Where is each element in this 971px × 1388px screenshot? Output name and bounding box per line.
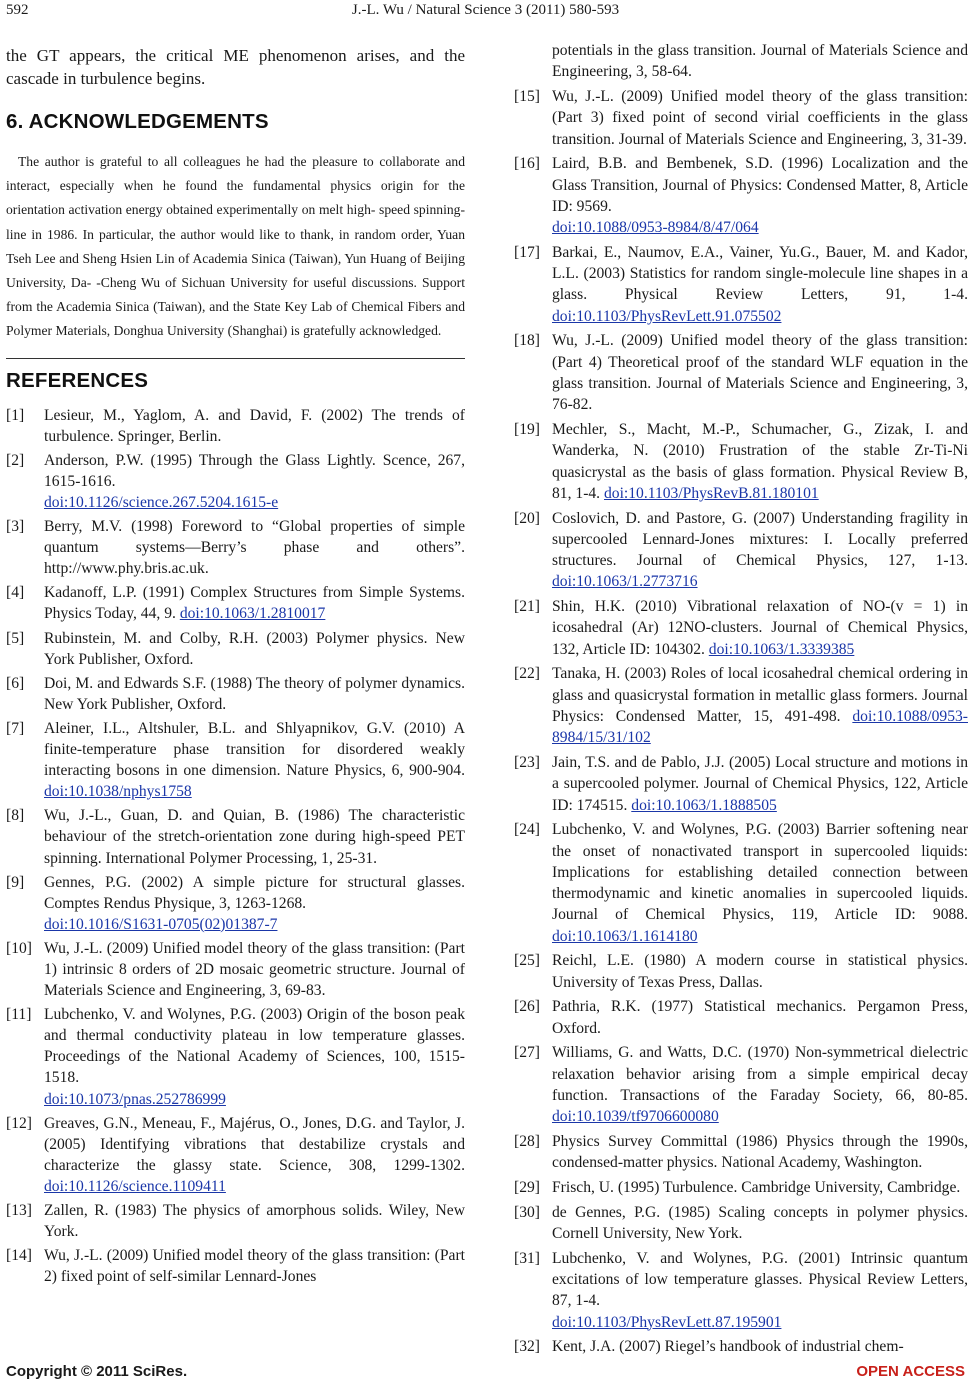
reference-text: Tanaka, H. (2003) Roles of local icosahedral chemical ordering in glass and quasicrystal formation in metallic glass formers. Journal Physics: Condensed Matter, 15, 491-498. [552, 665, 968, 726]
reference-number: [16] [514, 155, 540, 173]
doi-link[interactable]: doi:10.1016/S1631-0705(02)01387-7 [44, 915, 278, 933]
reference-text: Doi, M. and Edwards S.F. (1988) The theory of polymer dynamics. New York Publisher, Oxford. [44, 674, 465, 713]
reference-item [514, 596, 968, 660]
reference-text: Wu, J.-L. (2009) Unified model theory of the glass transition: (Part 1) intrinsic 8 orders of 2D mosaic geometric structure. Journal of Materials Science and Engineering, 3, 69-83. [44, 939, 465, 1000]
reference-text: Barkai, E., Naumov, E.A., Vainer, Yu.G., Bauer, M. and Kador, L.L. (2003) Statistics for random single-molecule line shapes in a glass. Physical Review Letters, 91, 1-4. [552, 243, 968, 304]
reference-item [514, 1177, 968, 1198]
references-heading: REFERENCES [6, 368, 149, 392]
reference-text: Berry, M.V. (1998) Foreword to “Global properties of simple quantum systems—Berry’s phase and others”. http://www.phy.bris.ac.uk. [44, 518, 465, 578]
section-divider [6, 358, 465, 359]
reference-text: Coslovich, D. and Pastore, G. (2007) Understanding fragility in supercooled Lennard-Jones mixtures: I. Locally preferred structures. Journal of Chemical Physics, 127, 1-13. [552, 509, 968, 570]
reference-list-left [6, 405, 465, 1288]
reference-item [514, 819, 968, 947]
reference-item [514, 508, 968, 593]
reference-number: [31] [514, 1249, 540, 1267]
reference-number: [11] [6, 1006, 32, 1024]
reference-item [514, 752, 968, 816]
reference-number: [8] [6, 807, 25, 825]
reference-text: Rubinstein, M. and Colby, R.H. (2003) Polymer physics. New York Publisher, Oxford. [44, 629, 465, 668]
reference-number: [13] [6, 1202, 32, 1219]
reference-text: Mechler, S., Macht, M.-P., Schumacher, G., Zizak, I. and Wanderka, N. (2010) Frustration of the stable Zr-Ti-Ni quasicrystal as the basis of glass formation. Physical Review B, 81, 1-4. [552, 421, 968, 502]
reference-number: [29] [514, 1179, 540, 1196]
reference-text: potentials in the glass transition. Journal of Materials Science and Engineering, 3, 58-64. [552, 42, 968, 81]
doi-link[interactable]: doi:10.1063/1.3339385 [708, 640, 855, 658]
reference-item [6, 628, 465, 670]
reference-text: Kent, J.A. (2007) Riegel’s handbook of industrial chem- [552, 1338, 904, 1356]
reference-item [514, 1042, 968, 1127]
reference-number: [19] [514, 421, 540, 438]
doi-link[interactable]: doi:10.1063/1.2810017 [179, 605, 326, 623]
reference-number: [23] [514, 754, 540, 772]
reference-number: [17] [514, 243, 540, 261]
doi-link[interactable]: doi:10.1088/0953-8984/8/47/064 [552, 219, 759, 237]
reference-text: Lubchenko, V. and Wolynes, P.G. (2001) Intrinsic quantum excitations of low temperature glasses. Physical Review Letters, 87, 1-4. [552, 1249, 968, 1310]
doi-link[interactable]: doi:10.1063/1.1614180 [552, 927, 698, 945]
reference-number: [15] [514, 87, 540, 105]
reference-item [6, 582, 465, 624]
reference-text: Lubchenko, V. and Wolynes, P.G. (2003) Barrier softening near the onset of nonactivated transport in supercooled liquids: Implications for establishing detailed connection between thermodynamic and kinetic anomalies in supercooled liquids. Journal of Chemical Physics, 119, Article ID: 9088. [552, 821, 968, 924]
reference-text: Wu, J.-L. (2009) Unified model theory of the glass transition: (Part 2) fixed point of self-similar Lennard-Jones [44, 1247, 465, 1286]
reference-text: Lesieur, M., Yaglom, A. and David, F. (2002) The trends of turbulence. Springer, Berlin. [44, 406, 465, 445]
reference-number: [6] [6, 674, 25, 692]
open-access-badge: OPEN ACCESS [856, 1363, 965, 1380]
reference-text: Pathria, R.K. (1977) Statistical mechanics. Pergamon Press, Oxford. [552, 998, 968, 1037]
doi-link[interactable]: doi:10.1126/science.1109411 [44, 1177, 226, 1195]
reference-number: [27] [514, 1044, 540, 1062]
reference-number: [10] [6, 939, 32, 957]
reference-text: Shin, H.K. (2010) Vibrational relaxation of NO-(v = 1) in icosahedral (Ar) 12NO-clusters. Journal of Chemical Physics, 132, Article ID: 104302. [552, 598, 968, 658]
reference-item [514, 419, 968, 504]
reference-item [6, 516, 465, 579]
reference-item [514, 40, 968, 83]
reference-item [514, 330, 968, 415]
doi-link[interactable]: doi:10.1103/PhysRevB.81.180101 [603, 484, 819, 502]
reference-item [6, 405, 465, 447]
reference-number: [4] [6, 584, 25, 602]
reference-number: [25] [514, 952, 540, 970]
reference-text: Aleiner, I.L., Altshuler, B.L. and Shlyapnikov, G.V. (2010) A finite-temperature phase transition for disordered weakly interacting bosons in one dimension. Nature Physics, 6, 900-904. [44, 719, 465, 780]
reference-item [6, 1200, 465, 1242]
reference-item [514, 86, 968, 150]
reference-item [6, 450, 465, 513]
doi-link[interactable]: doi:10.1103/PhysRevLett.87.195901 [552, 1313, 782, 1331]
copyright-footer: Copyright © 2011 SciRes. [6, 1363, 188, 1380]
doi-link[interactable]: doi:10.1063/1.1888505 [631, 796, 777, 814]
doi-link[interactable]: doi:10.1038/nphys1758 [44, 783, 192, 801]
reference-number: [2] [6, 451, 25, 469]
reference-item [6, 718, 465, 802]
reference-item [514, 1202, 968, 1245]
intro-paragraph: the GT appears, the critical ME phenomenon arises, and the cascade in turbulence begins. [6, 46, 465, 88]
reference-item [6, 1113, 465, 1197]
reference-text: Reichl, L.E. (1980) A modern course in statistical physics. University of Texas Press, Dallas. [552, 952, 968, 991]
reference-text: Laird, B.B. and Bembenek, S.D. (1996) Localization and the Glass Transition, Journal of Physics: Condensed Matter, 8, Article ID: 9569. [552, 155, 968, 215]
reference-text: Zallen, R. (1983) The physics of amorphous solids. Wiley, New York. [44, 1202, 465, 1241]
page-number: 592 [6, 2, 29, 18]
reference-text: Wu, J.-L., Guan, D. and Quian, B. (1986) The characteristic behaviour of the stretch-orientation zone during high-speed PET spinning. International Polymer Processing, 1, 25-31. [44, 807, 465, 867]
reference-number: [7] [6, 719, 25, 737]
reference-text: Wu, J.-L. (2009) Unified model theory of the glass transition: (Part 4) Theoretical proof of the standard WLF equation in the glass transition. Journal of Materials Science and Engineering, 3, 76-82. [552, 332, 968, 414]
reference-number: [1] [6, 406, 25, 424]
doi-link[interactable]: doi:10.1088/0953-8984/15/31/102 [552, 708, 968, 747]
left-column [6, 44, 465, 1290]
acknowledgements-body: The author is grateful to all colleagues he had the pleasure to collaborate and interact, especially when he found the fundamental physics origin for the orientation activation energy obtained experimentally on melt high- speed spinning-line in 1986. In particular, the author would like to thank, in random order, Yuan Tseh Lee and Sheng Hsien Lin of Academia Sinica (Taiwan), Yun Huang of Beijing University, Da- -Cheng Wu of Sichuan University for useful discussions. Support from the Academia Sinica (Taiwan), and the State Key Lab of Chemical Fibers and Polymer Materials, Donghua University (Shanghai) is gratefully acknowledged. [6, 154, 465, 339]
reference-item [514, 153, 968, 238]
reference-item [514, 950, 968, 993]
doi-link[interactable]: doi:10.1039/tf9706600080 [552, 1108, 719, 1126]
reference-list-right [514, 40, 968, 1358]
reference-item [514, 996, 968, 1039]
right-column [514, 40, 968, 1361]
reference-text: Greaves, G.N., Meneau, F., Majérus, O., Jones, D.G. and Taylor, J. (2005) Identifying vibrations that destabilize crystals and characterize the glassy state. Science, 308, 1299-1302. [44, 1114, 465, 1174]
reference-item [514, 1131, 968, 1174]
doi-link[interactable]: doi:10.1073/pnas.252786999 [44, 1090, 226, 1108]
reference-item [6, 1004, 465, 1109]
reference-item [6, 805, 465, 868]
reference-text: de Gennes, P.G. (1985) Scaling concepts in polymer physics. Cornell University, New York. [552, 1203, 968, 1242]
reference-number: [12] [6, 1114, 32, 1132]
reference-item [514, 1248, 968, 1333]
doi-link[interactable]: doi:10.1103/PhysRevLett.91.075502 [552, 307, 782, 325]
reference-text: Frisch, U. (1995) Turbulence. Cambridge University, Cambridge. [552, 1179, 961, 1196]
reference-text: Anderson, P.W. (1995) Through the Glass Lightly. Scence, 267, 1615-1616. [44, 451, 465, 490]
reference-number: [24] [514, 821, 540, 839]
reference-item [6, 673, 465, 715]
reference-number: [5] [6, 629, 25, 647]
reference-number: [21] [514, 598, 540, 616]
reference-number: [32] [514, 1338, 540, 1356]
reference-number: [18] [514, 332, 540, 350]
reference-number: [22] [514, 665, 540, 683]
reference-text: Jain, T.S. and de Pablo, J.J. (2005) Local structure and motions in a supercooled polymer. Journal of Chemical Physics, 122, Article ID: 174515. [552, 754, 968, 814]
acknowledgements-heading: 6. ACKNOWLEDGEMENTS [6, 110, 269, 133]
reference-number: [28] [514, 1133, 540, 1151]
reference-number: [20] [514, 509, 540, 527]
reference-item [514, 663, 968, 748]
reference-text: Williams, G. and Watts, D.C. (1970) Non-symmetrical dielectric relaxation behavior arising from a simple empirical decay function. Transactions of the Faraday Society, 66, 80-85. [552, 1044, 968, 1105]
reference-text: Physics Survey Committal (1986) Physics through the 1990s, condensed-matter physics. National Academy, Washington. [552, 1133, 968, 1172]
reference-item [6, 938, 465, 1001]
reference-text: Wu, J.-L. (2009) Unified model theory of the glass transition: (Part 3) fixed point of second virial coefficients in the glass transition. Journal of Materials Science and Engineering, 3, 31-39. [552, 87, 968, 148]
reference-number: [9] [6, 873, 25, 891]
reference-text: Kadanoff, L.P. (1991) Complex Structures from Simple Systems. Physics Today, 44, 9. [44, 584, 465, 623]
reference-item [514, 242, 968, 327]
reference-number: [14] [6, 1247, 32, 1265]
reference-number: [26] [514, 998, 540, 1016]
running-header: J.-L. Wu / Natural Science 3 (2011) 580-593 [351, 2, 620, 18]
reference-item [514, 1336, 968, 1357]
reference-text: Lubchenko, V. and Wolynes, P.G. (2003) Origin of the boson peak and thermal conductivity plateau in low temperature glasses. Proceedings of the National Academy of Sciences, 100, 1515-1518. [44, 1006, 465, 1087]
reference-number: [3] [6, 518, 25, 536]
reference-item [6, 1245, 465, 1287]
doi-link[interactable]: doi:10.1126/science.267.5204.1615-e [44, 494, 279, 511]
doi-link[interactable]: doi:10.1063/1.2773716 [552, 573, 698, 591]
reference-text: Gennes, P.G. (2002) A simple picture for structural glasses. Comptes Rendus Physique, 3, 1263-1268. [44, 873, 465, 912]
reference-number: [30] [514, 1203, 540, 1221]
reference-item [6, 872, 465, 935]
